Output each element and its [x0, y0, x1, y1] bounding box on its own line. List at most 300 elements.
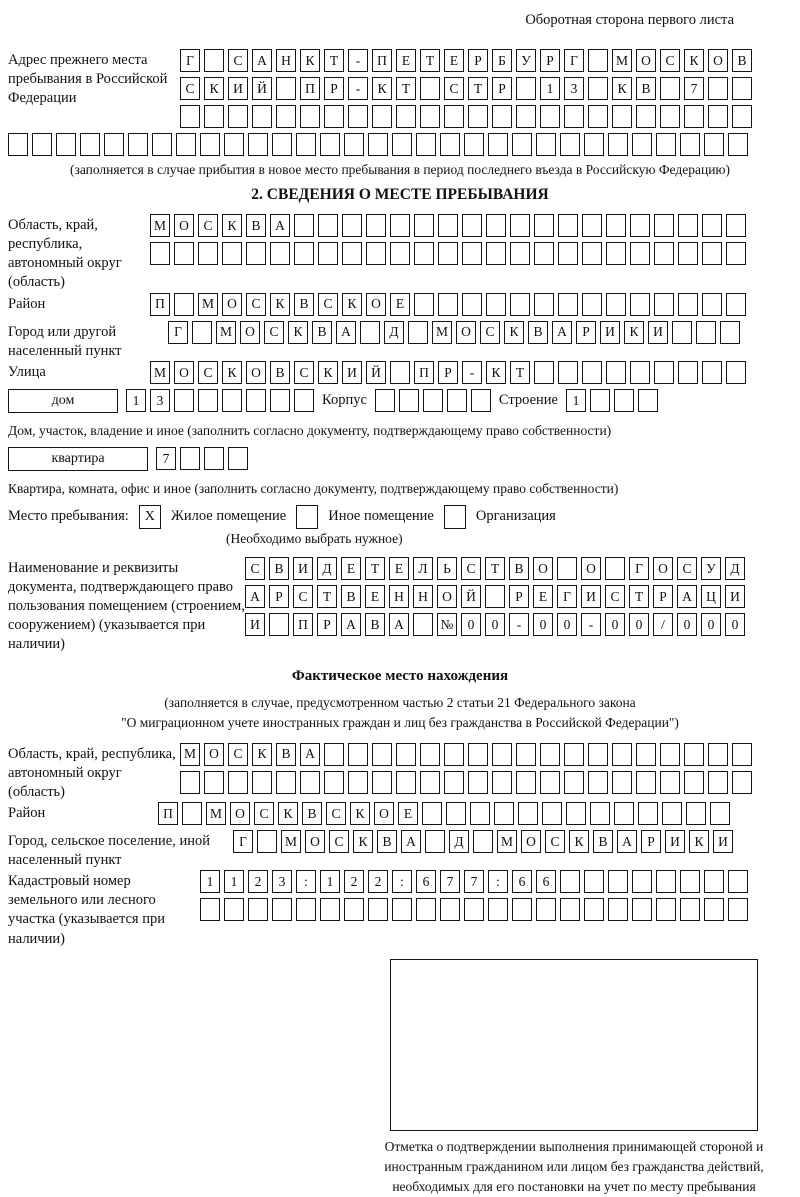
char-cell[interactable]	[726, 293, 746, 316]
char-cell[interactable]: С	[293, 585, 313, 608]
char-cell[interactable]	[564, 743, 584, 766]
char-cell[interactable]	[222, 389, 242, 412]
char-cell[interactable]: Т	[468, 77, 488, 100]
char-cell[interactable]: А	[336, 321, 356, 344]
char-cell[interactable]: О	[533, 557, 553, 580]
char-cell[interactable]: М	[150, 361, 170, 384]
char-cell[interactable]: К	[270, 293, 290, 316]
char-cell[interactable]: Е	[389, 557, 409, 580]
char-cell[interactable]: К	[504, 321, 524, 344]
char-cell[interactable]	[423, 389, 443, 412]
char-cell[interactable]	[584, 133, 604, 156]
char-cell[interactable]: Р	[269, 585, 289, 608]
char-cell[interactable]	[560, 898, 580, 921]
char-cell[interactable]	[590, 389, 610, 412]
char-cell[interactable]: Р	[438, 361, 458, 384]
char-cell[interactable]: 3	[272, 870, 292, 893]
char-cell[interactable]	[246, 389, 266, 412]
char-cell[interactable]	[540, 105, 560, 128]
char-cell[interactable]	[584, 870, 604, 893]
char-cell[interactable]: Т	[420, 49, 440, 72]
char-cell[interactable]	[680, 898, 700, 921]
cadastral-row-1[interactable]	[200, 870, 748, 893]
char-cell[interactable]	[462, 293, 482, 316]
char-cell[interactable]: Р	[653, 585, 673, 608]
char-cell[interactable]	[726, 214, 746, 237]
actual-region-row-1[interactable]	[180, 743, 752, 766]
char-cell[interactable]: Й	[461, 585, 481, 608]
char-cell[interactable]	[204, 447, 224, 470]
char-cell[interactable]	[342, 242, 362, 265]
char-cell[interactable]: В	[509, 557, 529, 580]
char-cell[interactable]: В	[312, 321, 332, 344]
char-cell[interactable]: М	[150, 214, 170, 237]
char-cell[interactable]: Е	[390, 293, 410, 316]
char-cell[interactable]: 7	[156, 447, 176, 470]
char-cell[interactable]	[534, 242, 554, 265]
char-cell[interactable]	[204, 49, 224, 72]
checkbox-residential[interactable]: X	[139, 505, 161, 529]
char-cell[interactable]: С	[461, 557, 481, 580]
char-cell[interactable]: Н	[276, 49, 296, 72]
char-cell[interactable]: О	[174, 361, 194, 384]
char-cell[interactable]: О	[521, 830, 541, 853]
char-cell[interactable]: К	[204, 77, 224, 100]
char-cell[interactable]	[425, 830, 445, 853]
char-cell[interactable]	[678, 361, 698, 384]
char-cell[interactable]: О	[636, 49, 656, 72]
char-cell[interactable]	[222, 242, 242, 265]
char-cell[interactable]	[408, 321, 428, 344]
char-cell[interactable]	[80, 133, 100, 156]
char-cell[interactable]	[444, 771, 464, 794]
char-cell[interactable]	[192, 321, 212, 344]
char-cell[interactable]: О	[456, 321, 476, 344]
char-cell[interactable]	[540, 771, 560, 794]
char-cell[interactable]: К	[342, 293, 362, 316]
char-cell[interactable]: 3	[150, 389, 170, 412]
char-cell[interactable]: 1	[200, 870, 220, 893]
char-cell[interactable]	[318, 242, 338, 265]
prev-address-row-4[interactable]	[8, 133, 792, 156]
char-cell[interactable]: /	[653, 613, 673, 636]
char-cell[interactable]: Д	[384, 321, 404, 344]
document-row-3[interactable]	[245, 613, 745, 636]
char-cell[interactable]: С	[294, 361, 314, 384]
char-cell[interactable]	[320, 133, 340, 156]
char-cell[interactable]: 6	[416, 870, 436, 893]
char-cell[interactable]	[56, 133, 76, 156]
char-cell[interactable]	[560, 133, 580, 156]
cadastral-row-2[interactable]	[200, 898, 748, 921]
char-cell[interactable]	[702, 361, 722, 384]
char-cell[interactable]	[534, 214, 554, 237]
char-cell[interactable]	[656, 870, 676, 893]
char-cell[interactable]: К	[612, 77, 632, 100]
char-cell[interactable]: С	[329, 830, 349, 853]
char-cell[interactable]: К	[684, 49, 704, 72]
char-cell[interactable]	[228, 447, 248, 470]
char-cell[interactable]	[630, 361, 650, 384]
char-cell[interactable]	[444, 743, 464, 766]
char-cell[interactable]	[612, 743, 632, 766]
char-cell[interactable]: Г	[180, 49, 200, 72]
char-cell[interactable]: И	[581, 585, 601, 608]
char-cell[interactable]	[684, 105, 704, 128]
char-cell[interactable]	[582, 242, 602, 265]
char-cell[interactable]	[612, 105, 632, 128]
char-cell[interactable]	[269, 613, 289, 636]
char-cell[interactable]: В	[294, 293, 314, 316]
char-cell[interactable]	[608, 898, 628, 921]
char-cell[interactable]: 1	[224, 870, 244, 893]
char-cell[interactable]: К	[350, 802, 370, 825]
char-cell[interactable]	[300, 771, 320, 794]
char-cell[interactable]: Л	[413, 557, 433, 580]
char-cell[interactable]: Р	[509, 585, 529, 608]
char-cell[interactable]: С	[228, 743, 248, 766]
char-cell[interactable]: Е	[398, 802, 418, 825]
char-cell[interactable]: С	[198, 361, 218, 384]
char-cell[interactable]: Д	[317, 557, 337, 580]
char-cell[interactable]	[564, 105, 584, 128]
char-cell[interactable]	[662, 802, 682, 825]
char-cell[interactable]: М	[497, 830, 517, 853]
char-cell[interactable]	[372, 771, 392, 794]
char-cell[interactable]	[420, 771, 440, 794]
char-cell[interactable]: 0	[701, 613, 721, 636]
char-cell[interactable]	[440, 898, 460, 921]
char-cell[interactable]	[636, 743, 656, 766]
char-cell[interactable]: С	[254, 802, 274, 825]
char-cell[interactable]	[632, 870, 652, 893]
char-cell[interactable]	[272, 898, 292, 921]
char-cell[interactable]	[324, 743, 344, 766]
char-cell[interactable]: :	[488, 870, 508, 893]
city-row[interactable]	[150, 321, 740, 344]
char-cell[interactable]: С	[318, 293, 338, 316]
char-cell[interactable]	[198, 242, 218, 265]
char-cell[interactable]: И	[648, 321, 668, 344]
char-cell[interactable]	[248, 133, 268, 156]
char-cell[interactable]: М	[198, 293, 218, 316]
char-cell[interactable]: О	[174, 214, 194, 237]
char-cell[interactable]	[684, 743, 704, 766]
char-cell[interactable]	[654, 361, 674, 384]
char-cell[interactable]	[174, 242, 194, 265]
char-cell[interactable]	[176, 133, 196, 156]
actual-region-row-2[interactable]	[180, 771, 752, 794]
char-cell[interactable]	[702, 242, 722, 265]
char-cell[interactable]	[636, 105, 656, 128]
char-cell[interactable]	[396, 771, 416, 794]
char-cell[interactable]: Т	[485, 557, 505, 580]
char-cell[interactable]: 7	[440, 870, 460, 893]
char-cell[interactable]	[732, 77, 752, 100]
char-cell[interactable]	[732, 771, 752, 794]
char-cell[interactable]	[198, 389, 218, 412]
apartment-type-box[interactable]: квартира	[8, 447, 148, 471]
char-cell[interactable]	[180, 447, 200, 470]
char-cell[interactable]: Й	[366, 361, 386, 384]
char-cell[interactable]	[632, 898, 652, 921]
char-cell[interactable]	[200, 133, 220, 156]
char-cell[interactable]	[420, 77, 440, 100]
char-cell[interactable]	[344, 898, 364, 921]
char-cell[interactable]	[558, 361, 578, 384]
char-cell[interactable]	[702, 214, 722, 237]
char-cell[interactable]: С	[545, 830, 565, 853]
char-cell[interactable]	[366, 214, 386, 237]
char-cell[interactable]	[608, 870, 628, 893]
char-cell[interactable]: В	[593, 830, 613, 853]
char-cell[interactable]	[614, 802, 634, 825]
char-cell[interactable]: Р	[641, 830, 661, 853]
char-cell[interactable]	[444, 105, 464, 128]
char-cell[interactable]	[8, 133, 28, 156]
char-cell[interactable]: К	[569, 830, 589, 853]
char-cell[interactable]	[413, 613, 433, 636]
char-cell[interactable]: И	[665, 830, 685, 853]
checkbox-other-premises[interactable]	[296, 505, 318, 529]
char-cell[interactable]	[536, 133, 556, 156]
stroenie-cells[interactable]	[566, 389, 658, 412]
char-cell[interactable]: В	[270, 361, 290, 384]
char-cell[interactable]: 0	[605, 613, 625, 636]
char-cell[interactable]: О	[653, 557, 673, 580]
char-cell[interactable]: М	[180, 743, 200, 766]
prev-address-row-2[interactable]	[180, 77, 752, 100]
char-cell[interactable]	[638, 802, 658, 825]
char-cell[interactable]	[534, 293, 554, 316]
char-cell[interactable]: С	[326, 802, 346, 825]
char-cell[interactable]: 0	[461, 613, 481, 636]
char-cell[interactable]: П	[150, 293, 170, 316]
char-cell[interactable]	[104, 133, 124, 156]
char-cell[interactable]: Р	[576, 321, 596, 344]
char-cell[interactable]: И	[293, 557, 313, 580]
char-cell[interactable]: 0	[557, 613, 577, 636]
prev-address-row-3[interactable]	[180, 105, 752, 128]
char-cell[interactable]	[614, 389, 634, 412]
char-cell[interactable]: Е	[533, 585, 553, 608]
char-cell[interactable]	[180, 771, 200, 794]
char-cell[interactable]: О	[374, 802, 394, 825]
char-cell[interactable]: В	[341, 585, 361, 608]
char-cell[interactable]	[696, 321, 716, 344]
char-cell[interactable]: 2	[368, 870, 388, 893]
char-cell[interactable]: -	[509, 613, 529, 636]
char-cell[interactable]: Е	[365, 585, 385, 608]
char-cell[interactable]	[468, 771, 488, 794]
region-row-2[interactable]	[150, 242, 746, 265]
char-cell[interactable]: К	[318, 361, 338, 384]
char-cell[interactable]: Р	[317, 613, 337, 636]
char-cell[interactable]	[446, 802, 466, 825]
char-cell[interactable]	[708, 77, 728, 100]
char-cell[interactable]	[318, 214, 338, 237]
char-cell[interactable]	[726, 361, 746, 384]
char-cell[interactable]	[606, 361, 626, 384]
char-cell[interactable]: К	[353, 830, 373, 853]
char-cell[interactable]	[320, 898, 340, 921]
char-cell[interactable]: И	[725, 585, 745, 608]
char-cell[interactable]	[486, 214, 506, 237]
char-cell[interactable]	[542, 802, 562, 825]
char-cell[interactable]	[390, 361, 410, 384]
char-cell[interactable]	[174, 389, 194, 412]
char-cell[interactable]: В	[365, 613, 385, 636]
char-cell[interactable]: Е	[396, 49, 416, 72]
char-cell[interactable]: С	[245, 557, 265, 580]
char-cell[interactable]: К	[222, 214, 242, 237]
char-cell[interactable]: П	[300, 77, 320, 100]
char-cell[interactable]: В	[528, 321, 548, 344]
char-cell[interactable]	[516, 771, 536, 794]
char-cell[interactable]	[276, 771, 296, 794]
char-cell[interactable]	[150, 242, 170, 265]
char-cell[interactable]	[348, 743, 368, 766]
char-cell[interactable]	[473, 830, 493, 853]
char-cell[interactable]	[422, 802, 442, 825]
char-cell[interactable]	[704, 898, 724, 921]
char-cell[interactable]	[324, 771, 344, 794]
char-cell[interactable]: 6	[536, 870, 556, 893]
char-cell[interactable]: И	[342, 361, 362, 384]
char-cell[interactable]: 0	[485, 613, 505, 636]
char-cell[interactable]: С	[660, 49, 680, 72]
char-cell[interactable]: О	[305, 830, 325, 853]
char-cell[interactable]	[462, 242, 482, 265]
char-cell[interactable]	[375, 389, 395, 412]
char-cell[interactable]	[558, 214, 578, 237]
char-cell[interactable]	[510, 214, 530, 237]
char-cell[interactable]	[678, 214, 698, 237]
prev-address-row-1[interactable]	[180, 49, 752, 72]
char-cell[interactable]	[182, 802, 202, 825]
char-cell[interactable]	[686, 802, 706, 825]
char-cell[interactable]: Р	[492, 77, 512, 100]
char-cell[interactable]: Б	[492, 49, 512, 72]
char-cell[interactable]	[396, 743, 416, 766]
char-cell[interactable]: 6	[512, 870, 532, 893]
char-cell[interactable]	[300, 105, 320, 128]
char-cell[interactable]: О	[437, 585, 457, 608]
char-cell[interactable]	[438, 214, 458, 237]
char-cell[interactable]	[654, 242, 674, 265]
char-cell[interactable]	[416, 133, 436, 156]
char-cell[interactable]	[438, 242, 458, 265]
apartment-cells[interactable]	[156, 447, 248, 470]
char-cell[interactable]: 0	[533, 613, 553, 636]
char-cell[interactable]: К	[252, 743, 272, 766]
char-cell[interactable]: Н	[413, 585, 433, 608]
char-cell[interactable]	[678, 242, 698, 265]
char-cell[interactable]	[392, 898, 412, 921]
char-cell[interactable]: У	[516, 49, 536, 72]
char-cell[interactable]: О	[204, 743, 224, 766]
char-cell[interactable]	[606, 214, 626, 237]
char-cell[interactable]	[296, 133, 316, 156]
char-cell[interactable]: А	[252, 49, 272, 72]
char-cell[interactable]: И	[713, 830, 733, 853]
char-cell[interactable]	[257, 830, 277, 853]
char-cell[interactable]	[224, 898, 244, 921]
char-cell[interactable]	[558, 242, 578, 265]
char-cell[interactable]	[180, 105, 200, 128]
char-cell[interactable]: К	[624, 321, 644, 344]
char-cell[interactable]: Р	[540, 49, 560, 72]
char-cell[interactable]	[270, 389, 290, 412]
char-cell[interactable]	[462, 214, 482, 237]
char-cell[interactable]	[470, 802, 490, 825]
char-cell[interactable]	[588, 105, 608, 128]
char-cell[interactable]: О	[708, 49, 728, 72]
char-cell[interactable]: С	[228, 49, 248, 72]
char-cell[interactable]	[588, 743, 608, 766]
district-row[interactable]	[150, 293, 746, 316]
char-cell[interactable]: П	[414, 361, 434, 384]
char-cell[interactable]: М	[281, 830, 301, 853]
char-cell[interactable]: В	[302, 802, 322, 825]
char-cell[interactable]: А	[270, 214, 290, 237]
char-cell[interactable]: 1	[540, 77, 560, 100]
char-cell[interactable]	[414, 293, 434, 316]
char-cell[interactable]	[464, 898, 484, 921]
char-cell[interactable]	[660, 771, 680, 794]
char-cell[interactable]: С	[677, 557, 697, 580]
char-cell[interactable]: Т	[629, 585, 649, 608]
char-cell[interactable]: :	[296, 870, 316, 893]
char-cell[interactable]	[540, 743, 560, 766]
char-cell[interactable]	[416, 898, 436, 921]
char-cell[interactable]	[704, 133, 724, 156]
char-cell[interactable]: 2	[344, 870, 364, 893]
char-cell[interactable]	[246, 242, 266, 265]
house-number-cells[interactable]	[126, 389, 314, 412]
char-cell[interactable]: А	[389, 613, 409, 636]
char-cell[interactable]	[174, 293, 194, 316]
char-cell[interactable]	[728, 870, 748, 893]
checkbox-organization[interactable]	[444, 505, 466, 529]
char-cell[interactable]: П	[372, 49, 392, 72]
char-cell[interactable]: С	[444, 77, 464, 100]
char-cell[interactable]	[396, 105, 416, 128]
char-cell[interactable]	[536, 898, 556, 921]
char-cell[interactable]	[276, 105, 296, 128]
korpus-cells[interactable]	[375, 389, 491, 412]
char-cell[interactable]: О	[581, 557, 601, 580]
char-cell[interactable]: 0	[725, 613, 745, 636]
char-cell[interactable]	[228, 771, 248, 794]
char-cell[interactable]: 1	[126, 389, 146, 412]
char-cell[interactable]	[344, 133, 364, 156]
char-cell[interactable]: Ц	[701, 585, 721, 608]
char-cell[interactable]	[654, 293, 674, 316]
char-cell[interactable]	[366, 242, 386, 265]
char-cell[interactable]	[630, 214, 650, 237]
char-cell[interactable]	[32, 133, 52, 156]
char-cell[interactable]	[272, 133, 292, 156]
char-cell[interactable]: В	[269, 557, 289, 580]
char-cell[interactable]: Й	[252, 77, 272, 100]
char-cell[interactable]: Р	[468, 49, 488, 72]
char-cell[interactable]: В	[732, 49, 752, 72]
char-cell[interactable]	[660, 743, 680, 766]
char-cell[interactable]: Г	[564, 49, 584, 72]
char-cell[interactable]: 7	[684, 77, 704, 100]
char-cell[interactable]: О	[222, 293, 242, 316]
